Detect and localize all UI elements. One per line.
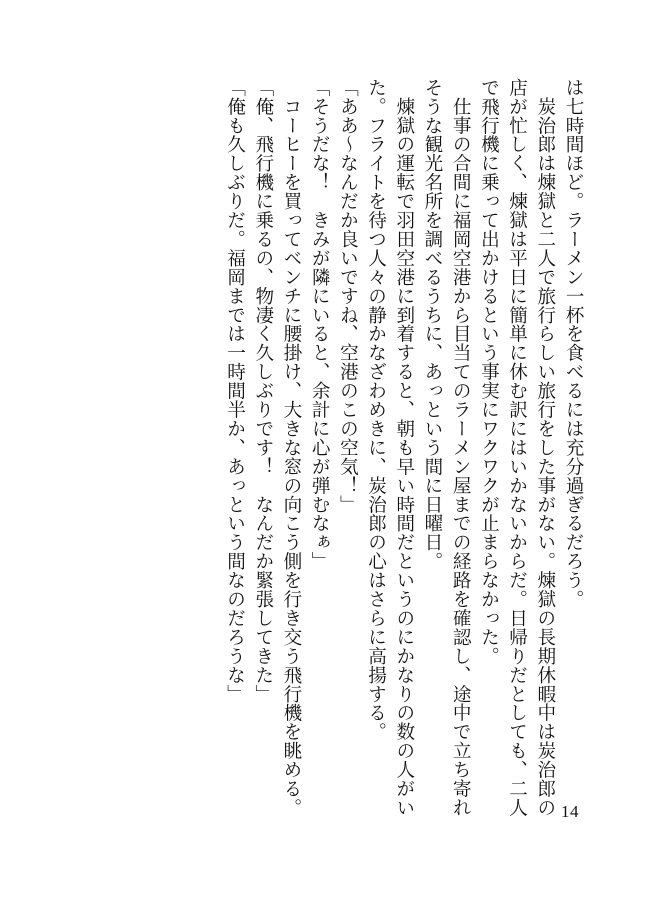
- text-line: 煉獄の運転で羽田空港に到着すると、朝も早い時間だというのにかなりの数の人がい: [393, 78, 415, 818]
- text-line: そうな観光名所を調べるうちに、あっという間に日曜日。: [421, 78, 443, 571]
- text-line: 「そうだな！ きみが隣にいると、余計に心が弾むなぁ」: [309, 78, 331, 571]
- text-line: た。フライトを待つ人々の静かなざわめきに、炭治郎の心はさらに高揚する。: [365, 78, 387, 742]
- text-line: 炭治郎は煉獄と二人で旅行らしい旅行をした事がない。煉獄の長期休暇中は炭治郎の: [534, 78, 556, 818]
- text-line: コーヒーを買ってベンチに腰掛け、大きな窓の向こう側を行き交う飛行機を眺める。: [280, 78, 302, 818]
- text-line: は七時間ほど。ラーメン一杯を食べるには充分過ぎるだろう。: [563, 78, 584, 609]
- text-line: 店が忙しく、煉獄は平日に簡単に休む訳にはいかないからだ。日帰りだとしても、二人: [506, 78, 528, 818]
- text-line: 「俺も久しぶりだ。福岡までは一時間半か、あっという間なのだろうな」: [224, 78, 246, 704]
- text-line: 仕事の合間に福岡空港から目当てのラーメン屋までの経路を確認し、途中で立ち寄れ: [450, 78, 472, 818]
- page-number: 14: [561, 802, 579, 821]
- text-line: 「俺、飛行機に乗るの、物凄く久しぶりです！ なんだか緊張してきた」: [252, 78, 274, 704]
- text-line: 「ああ～なんだか良いですね、空港のこの空気！」: [337, 78, 359, 514]
- text-line: で飛行機に乗って出かけるという事実にワクワクが止まらなかった。: [478, 78, 500, 666]
